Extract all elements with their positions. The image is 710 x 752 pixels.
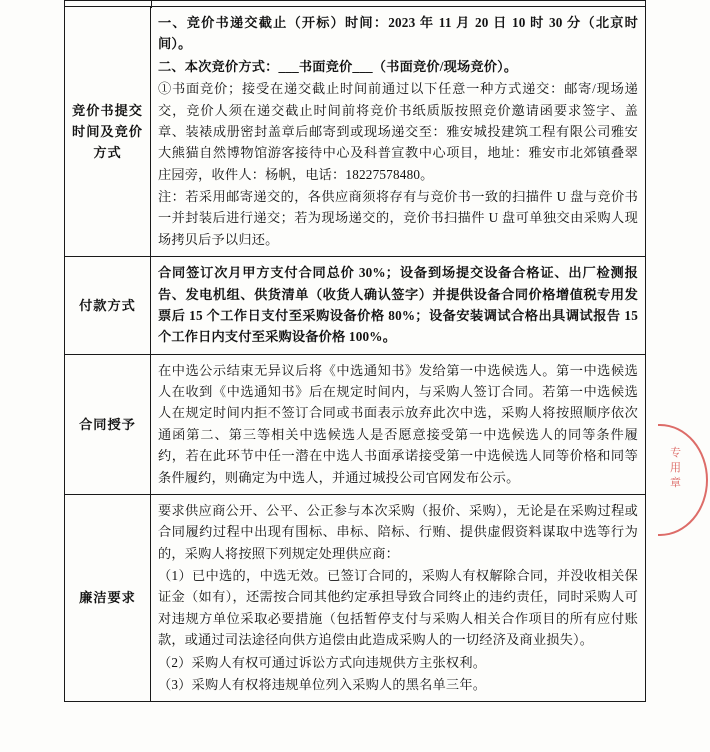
row-label-line: 方式 bbox=[93, 145, 122, 161]
row-label-integrity-requirements bbox=[65, 494, 151, 701]
paragraph: 要求供应商公开、公平、公正参与本次采购（报价、采购），无论是在采购过程或合同履约过程中出现有围标、串标、陪标、行贿、提供虚假资料谋取中选等行为的，采购人将按照下列规定处理供应商： bbox=[158, 502, 638, 561]
row-label-contract-award bbox=[65, 354, 151, 494]
paragraph: （2）采购人有权可通过诉讼方式向违规供方主张权利。 bbox=[158, 654, 487, 670]
row-label-payment-method bbox=[65, 257, 151, 355]
seal-text bbox=[668, 446, 684, 491]
row-content-contract-award bbox=[151, 354, 646, 494]
paragraph: （1）已中选的，中选无效。已签订合同的，采购人有权解除合同，并没收相关保证金（如有），还需按合同其他约定承担导致合同终止的违约责任，同时采购人可对违规方单位采取必要措施（包括暂停支付与采购人相关合作项目的所有应付账款，或通过司法途径向供方追偿由此造成采购人的一切经济及商业损失）。 bbox=[158, 568, 638, 648]
seal-char: 专 bbox=[670, 447, 682, 459]
paragraph: 二、本次竞价方式：___书面竞价___（书面竞价/现场竞价）。 bbox=[158, 58, 518, 74]
paragraph: 在中选公示结束无异议后将《中选通知书》发给第一中选候选人。第一中选候选人在收到《中选通知书》后在规定时间内，与采购人签订合同。若第一中选候选人在规定时间内拒不签订合同或书面表示放弃此次中选，采购人将按照顺序依次通函第二、第三等相关中选候选人是否愿意接受第一中选候选人的同等条件履约，若在此环节中任一潜在中选人书面承诺接受第一中选候选人同等价格和同等条件履约，则确定为中选人，并通过城投公司官网发布公示。 bbox=[158, 362, 638, 485]
official-seal-stamp bbox=[658, 424, 704, 532]
paragraph: ①书面竞价；接受在递交截止时间前通过以下任意一种方式递交：邮寄/现场递交，竞价人须在递交截止时间前将竞价书纸质版按照竞价邀请函要求签字、盖章、装裱成册密封盖章后邮寄到或现场递交至：雅安城投建筑工程有限公司雅安大熊猫自然博物馆游客接待中心及科普宣教中心项目，地址：雅安市北郊镇叠翠庄园旁，收件人：杨帆，电话：18227578480。 bbox=[158, 81, 638, 182]
row-content-integrity-requirements bbox=[151, 494, 646, 701]
row-label-bid-submission bbox=[65, 7, 151, 257]
row-label-line: 廉洁要求 bbox=[79, 590, 136, 606]
contract-terms-table bbox=[64, 6, 646, 702]
paragraph: 注：若采用邮寄递交的，各供应商须将存有与竞价书一致的扫描件 U 盘与竞价书一并封装后进行递交；若为现场递交的，竞价书扫描件 U 盘可单独交由采购人现场拷贝后予以归还。 bbox=[158, 189, 638, 247]
row-content-bid-submission bbox=[151, 7, 646, 257]
row-label-line: 合同授予 bbox=[79, 416, 136, 432]
paragraph: 合同签订次月甲方支付合同总价 30%；设备到场提交设备合格证、出厂检测报告、发电机组、供货清单（收货人确认签字）并提供设备合同价格增值税专用发票后 15 个工作日支付至采购设备价格 80%；设备安装调试合格出具调试报告 15 个工作日内支付至采购设备价格 100%。 bbox=[158, 265, 638, 345]
table-row bbox=[65, 7, 646, 257]
paragraph: 一、竞价书递交截止（开标）时间：2023 年 11 月 20 日 10 时 30 分（北京时间）。 bbox=[158, 15, 638, 52]
table-row bbox=[65, 494, 646, 701]
seal-char: 用 bbox=[670, 461, 682, 474]
table-row bbox=[65, 257, 646, 355]
paragraph: （3）采购人有权将违规单位列入采购人的黑名单三年。 bbox=[158, 676, 487, 692]
row-label-line: 时间及竞价 bbox=[72, 123, 143, 139]
row-content-payment-method bbox=[151, 257, 646, 355]
seal-char: 章 bbox=[670, 476, 682, 489]
row-label-line: 付款方式 bbox=[79, 297, 136, 313]
table-row bbox=[65, 354, 646, 494]
row-label-line: 竞价书提交 bbox=[72, 102, 143, 118]
